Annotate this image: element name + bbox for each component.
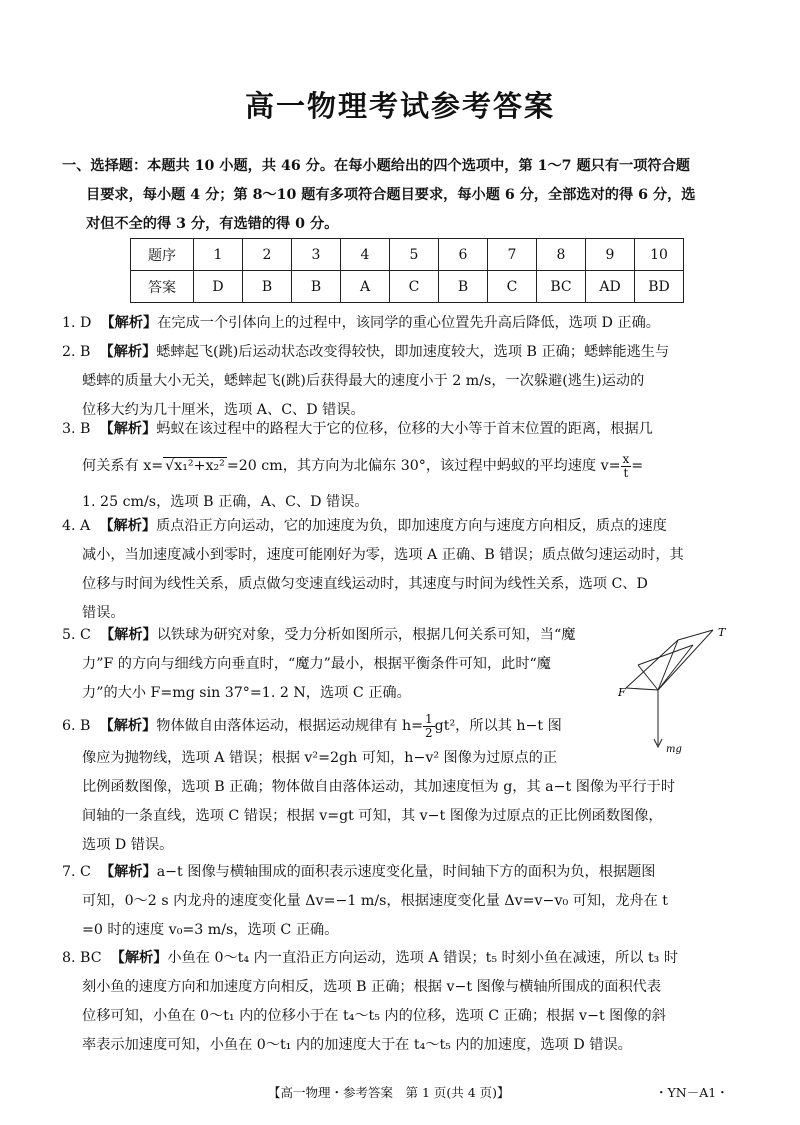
question-number: 1 bbox=[194, 239, 243, 271]
answer-cell: B bbox=[292, 271, 341, 303]
item-text: 以铁球为研究对象，受力分析如图所示，根据几何关系可知，当“魔 bbox=[156, 627, 576, 643]
instruction-line-3: 对但不全的得 3 分，有选错的得 0 分。 bbox=[86, 216, 339, 232]
item-text: 蟋蟀的质量大小无关，蟋蟀起飞(跳)后获得最大的速度小于 2 m/s，一次躲避(逃生)运动的 bbox=[82, 373, 645, 389]
item-text: 位移与时间为线性关系，质点做匀变速直线运动时，其速度与时间为线性关系，选项 C、D bbox=[82, 576, 648, 592]
answer-cell: B bbox=[439, 271, 488, 303]
answer-item-2 bbox=[62, 338, 752, 425]
analysis-tag: 【解析】 bbox=[99, 518, 157, 534]
answer-cell: D bbox=[194, 271, 243, 303]
analysis-tag: 【解析】 bbox=[110, 950, 168, 966]
item-text: 选项 D 错误。 bbox=[82, 837, 174, 853]
row-header-number: 题序 bbox=[131, 239, 194, 271]
fraction-x-over-t bbox=[621, 453, 632, 480]
answer-item-5 bbox=[62, 621, 622, 708]
analysis-tag: 【解析】 bbox=[99, 344, 157, 360]
construction-line bbox=[658, 640, 678, 690]
fraction-denominator: 2 bbox=[425, 725, 433, 740]
answer-item-8 bbox=[62, 944, 752, 1060]
answer-cell: C bbox=[488, 271, 537, 303]
analysis-tag: 【解析】 bbox=[99, 864, 157, 880]
question-number: 7 bbox=[488, 239, 537, 271]
question-number: 6 bbox=[439, 239, 488, 271]
item-text: 何关系有 x= bbox=[82, 458, 164, 474]
item-text: gt²，所以其 h−t 图 bbox=[434, 718, 562, 734]
item-text: =20 cm，其方向为北偏东 30°，该过程中蚂蚁的平均速度 v= bbox=[226, 458, 621, 474]
item-label: 7. C bbox=[62, 864, 91, 880]
analysis-tag: 【解析】 bbox=[99, 421, 157, 437]
item-text: =0 时的速度 v₀=3 m/s，选项 C 正确。 bbox=[82, 922, 339, 938]
tension-line-T bbox=[658, 630, 713, 690]
instruction-line-2: 目要求，每小题 4 分；第 8～10 题有多项符合题目要求，每小题 6 分，全部选对的得 6 分，选 bbox=[86, 187, 696, 203]
item-text: 位移大约为几十厘米，选项 A、C、D 错误。 bbox=[82, 402, 365, 418]
item-label: 8. BC bbox=[62, 950, 102, 966]
answer-cell: A bbox=[341, 271, 390, 303]
item-label: 4. A bbox=[62, 518, 91, 534]
footer-page-info: 【高一物理・参考答案 第 1 页(共 4 页)】 bbox=[268, 1085, 510, 1100]
question-number: 3 bbox=[292, 239, 341, 271]
item-label: 5. C bbox=[62, 627, 91, 643]
analysis-tag: 【解析】 bbox=[100, 315, 158, 331]
item-text: 错误。 bbox=[82, 605, 125, 621]
construction-line bbox=[626, 640, 678, 688]
fraction-denominator: t bbox=[623, 465, 629, 480]
item-text: 刻小鱼的速度方向和加速度方向相反，选项 B 正确；根据 v−t 图像与横轴所围成的面积代表 bbox=[82, 979, 662, 995]
item-text: 蟋蟀起飞(跳)后运动状态改变得较快，即加速度较大，选项 B 正确；蟋蟀能逃生与 bbox=[156, 344, 670, 360]
answer-cell: C bbox=[390, 271, 439, 303]
item-text: 蚂蚁在该过程中的路程大于它的位移，位移的大小等于首末位置的距离，根据几 bbox=[156, 421, 653, 437]
construction-line bbox=[638, 665, 658, 690]
answer-table bbox=[130, 238, 684, 303]
question-number: 8 bbox=[537, 239, 586, 271]
fraction-numerator: x bbox=[622, 451, 630, 466]
item-text: a−t 图像与横轴围成的面积表示速度变化量，时间轴下方的面积为负，根据题图 bbox=[156, 864, 656, 880]
answer-cell: AD bbox=[586, 271, 635, 303]
answer-item-3: 3. B 【解析】蚂蚁在该过程中的路程大于它的位移，位移的大小等于首末位置的距离，根据几 何关系有 x= √x₁²+x₂² =20 cm，其方向为北偏东 30°，该过程中蚂蚁的平均速度 v= $\frac{x}{t}$ = 1. 25 cm/s，选项 B 正确，A、C、D 错误。 bbox=[62, 415, 752, 517]
answer-row bbox=[131, 271, 684, 303]
item-label: 6. B bbox=[62, 718, 91, 734]
answer-item-7 bbox=[62, 858, 752, 945]
analysis-tag: 【解析】 bbox=[99, 718, 157, 734]
item-text: 可知，0～2 s 内龙舟的速度变化量 Δv=−1 m/s，根据速度变化量 Δv=v−v₀ 可知，龙舟在 t bbox=[82, 893, 668, 909]
question-number: 5 bbox=[390, 239, 439, 271]
question-number: 4 bbox=[341, 239, 390, 271]
force-F-arrow bbox=[626, 688, 658, 690]
answer-item-4 bbox=[62, 512, 752, 628]
item-text: 小鱼在 0～t₄ 内一直沿正方向运动，选项 A 错误；t₅ 时刻小鱼在减速，所以 t₃ 时 bbox=[167, 950, 679, 966]
answer-cell: BD bbox=[635, 271, 684, 303]
footer-code: ・YN－A1・ bbox=[655, 1085, 729, 1100]
section-1-instructions bbox=[62, 152, 742, 239]
item-text: 力”F 的方向与细线方向垂直时，“魔力”最小，根据平衡条件可知，此时“魔 bbox=[82, 656, 551, 672]
question-number: 9 bbox=[586, 239, 635, 271]
item-text: 位移可知，小鱼在 0～t₁ 内的位移小于在 t₄～t₅ 内的位移，选项 C 正确；根据 v−t 图像的斜 bbox=[82, 1008, 666, 1024]
item-text: 率表示加速度可知，小鱼在 0～t₁ 内的加速度大于在 t₄～t₅ 内的加速度，选项 D 错误。 bbox=[82, 1037, 632, 1053]
item-label: 1. D bbox=[62, 315, 92, 331]
item-label: 2. B bbox=[62, 344, 91, 360]
item-text: 质点沿正方向运动，它的加速度为负，即加速度方向与速度方向相反，质点的速度 bbox=[156, 518, 667, 534]
question-number-row bbox=[131, 239, 684, 271]
item-text: 像应为抛物线，选项 A 错误；根据 v²=2gh 可知，h−v² 图像为过原点的正 bbox=[82, 750, 558, 766]
question-number: 2 bbox=[243, 239, 292, 271]
row-header-answer: 答案 bbox=[131, 271, 194, 303]
sqrt-expression: x₁²+x₂² bbox=[174, 458, 225, 474]
item-text: 间轴的一条直线，选项 C 错误；根据 v=gt 可知，其 v−t 图像为过原点的正比例函数图像， bbox=[82, 808, 663, 824]
question-number: 10 bbox=[635, 239, 684, 271]
analysis-tag: 【解析】 bbox=[99, 627, 157, 643]
item-label: 3. B bbox=[62, 421, 91, 437]
fraction-one-half bbox=[423, 713, 435, 740]
item-text: 力”的大小 F=mg sin 37°=1. 2 N，选项 C 正确。 bbox=[82, 685, 411, 701]
answer-item-1 bbox=[62, 309, 752, 338]
item-text: 1. 25 cm/s，选项 B 正确，A、C、D 错误。 bbox=[82, 494, 369, 510]
item-text: 物体做自由落体运动，根据运动规律有 h= bbox=[156, 718, 424, 734]
item-text: 减小，当加速度减小到零时，速度可能刚好为零，选项 A 正确、B 错误；质点做匀速运动时，其 bbox=[82, 547, 684, 563]
item-text: 比例函数图像，选项 B 正确；物体做自由落体运动，其加速度恒为 g，其 a−t 图像为平行于时 bbox=[82, 779, 676, 795]
item-text: 在完成一个引体向上的过程中，该同学的重心位置先升高后降低，选项 D 正确。 bbox=[157, 315, 660, 331]
item-text: = bbox=[631, 458, 644, 474]
fraction-numerator: 1 bbox=[425, 711, 433, 726]
page-title: 高一物理考试参考答案 bbox=[244, 89, 555, 123]
answer-cell: B bbox=[243, 271, 292, 303]
label-mg: mg bbox=[666, 744, 682, 755]
force-diagram bbox=[618, 620, 748, 770]
label-F: F bbox=[618, 686, 626, 699]
answer-cell: BC bbox=[537, 271, 586, 303]
instruction-line-1: 一、选择题：本题共 10 小题，共 46 分。在每小题给出的四个选项中，第 1～7 题只有一项符合题 bbox=[62, 158, 690, 174]
label-T: T bbox=[718, 626, 726, 639]
